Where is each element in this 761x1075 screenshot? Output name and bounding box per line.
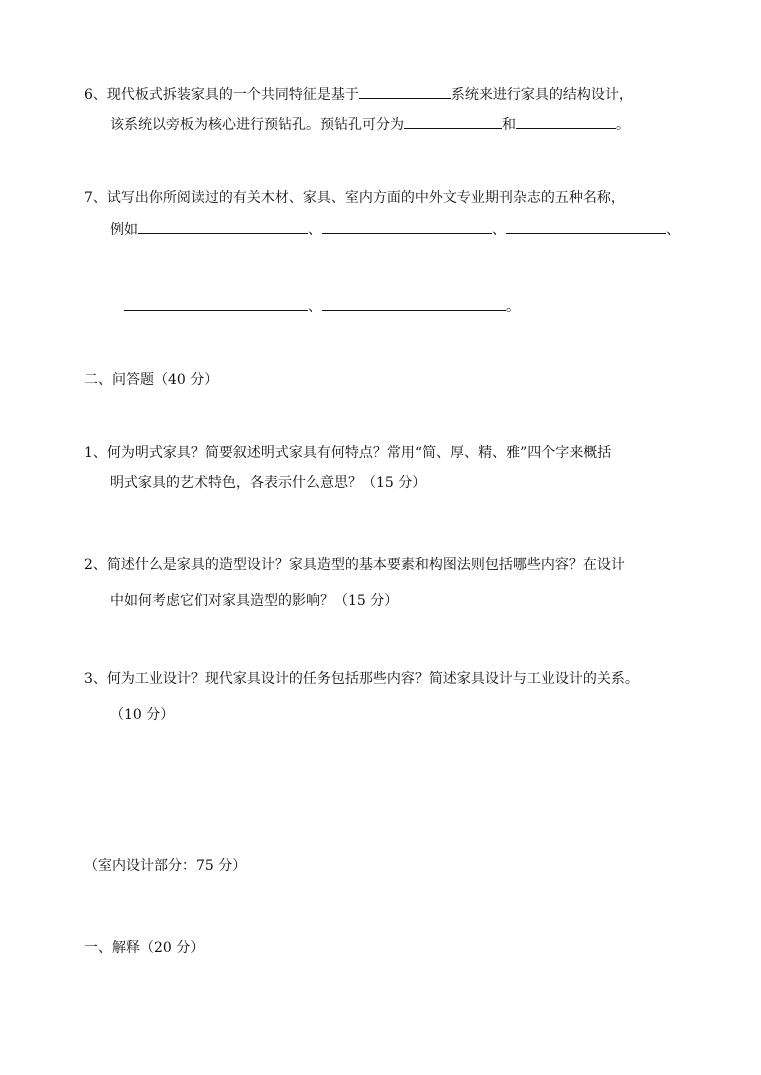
q6-line1-prefix: 6、现代板式拆装家具的一个共同特征是基于 — [84, 87, 359, 103]
q7-sep-4: 、 — [308, 299, 322, 315]
s2-q1-line2: 明式家具的艺术特色，各表示什么意思？（15 分） — [110, 475, 427, 491]
interior-part-heading: （室内设计部分：75 分） — [84, 858, 247, 874]
q6-blank-1[interactable] — [359, 84, 451, 99]
q6-line2-mid: 和 — [502, 117, 516, 133]
q6-line2-end: 。 — [616, 117, 630, 133]
q6-line2 — [110, 114, 630, 134]
q7-line1 — [84, 188, 625, 208]
s2-q1-line1: 1、何为明式家具？简要叙述明式家具有何特点？常用“简、厚、精、雅”四个字来概括 — [84, 445, 612, 461]
q7-blank-5[interactable] — [322, 296, 506, 311]
q7-end: 。 — [506, 299, 520, 315]
s2-q3-line2: （10 分） — [110, 707, 175, 723]
q7-blank-3[interactable] — [506, 219, 666, 234]
q7-blank-1[interactable] — [138, 219, 308, 234]
q7-line1-text: 7、试写出你所阅读过的有关木材、家具、室内方面的中外文专业期刊杂志的五种名称， — [84, 190, 625, 206]
q6-blank-3[interactable] — [516, 114, 616, 129]
q6-line2-prefix: 该系统以旁板为核心进行预钻孔。预钻孔可分为 — [110, 117, 404, 133]
q7-blank-2[interactable] — [322, 219, 492, 234]
q6-line1-suffix: 系统来进行家具的结构设计， — [450, 87, 633, 103]
s2-q2-line1: 2、简述什么是家具的造型设计？家具造型的基本要素和构图法则包括哪些内容？在设计 — [84, 557, 625, 573]
q7-line3 — [124, 296, 520, 316]
q6-blank-2[interactable] — [404, 114, 502, 129]
q7-sep-2: 、 — [492, 222, 506, 238]
q7-sep-1: 、 — [308, 222, 322, 238]
q7-line2 — [110, 219, 680, 239]
q7-blank-4[interactable] — [124, 296, 308, 311]
q7-line2-prefix: 例如 — [110, 222, 138, 238]
s2-q3-line1: 3、何为工业设计？现代家具设计的任务包括那些内容？简述家具设计与工业设计的关系。 — [84, 671, 639, 687]
q6-line1 — [84, 84, 633, 104]
s2-q2-line2: 中如何考虑它们对家具造型的影响？（15 分） — [110, 593, 399, 609]
q7-sep-3: 、 — [666, 222, 680, 238]
interior-section1-heading: 一、解释（20 分） — [84, 940, 205, 956]
section2-heading: 二、问答题（40 分） — [84, 372, 219, 388]
